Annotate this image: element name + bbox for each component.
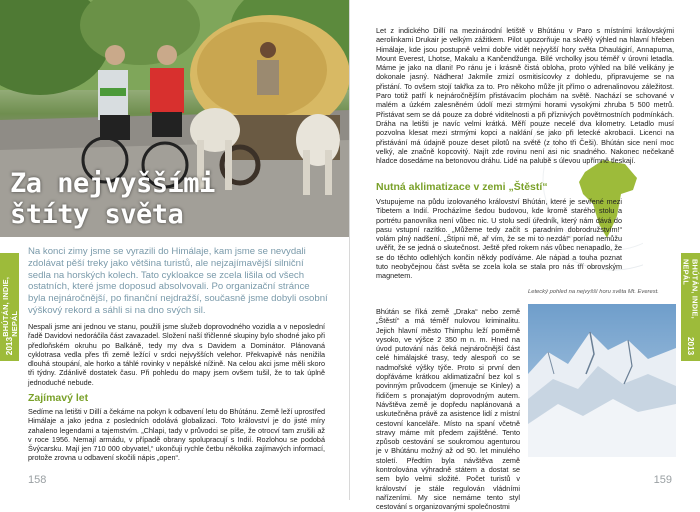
photo-caption: Letecký pohled na nejvyšší horu světa Mt. Everest. [528,289,659,295]
everest-aerial-photo [528,304,676,457]
right-section-subhead: Nutná aklimatizace v zemi „Štěstí“ [376,181,548,193]
right-page-number: 159 [653,474,672,486]
right-section-body-text: Vstupujeme na půdu izolovaného království Bhútán, které je sevřené mezi Tibetem a Indií. Procházíme šedou budovou, kde kromě starého stolu a portrétu panovníka není vůbec nic. U stolu sedí úředník, který nám dává do pasu vstupní razítko. „Můžeme tedy začít s paradním dobrodružstvím!“ volám plný nadšení. „Štípni mě, ař vím, že se mi to nezdá!“ poríad nemůžu uvěřit, že se jedná o skutečnost. Ještě před rokem nás vůbec nenapadlo, že se do těchto odlehlých končin někdy podíváme. Ale nápad a touha poznat tuto neobyčejnou část světa se zcela kola se stala pro nás tří obrovským magnetem. [376,197,622,281]
headline-line-1: Za nejvyššími [10,168,215,199]
left-page [0,0,350,500]
right-intro-body-text: Let z indického Dillí na mezinárodní letiště v Bhútánu v Paro s místními královskými aerolinkami Drukair je velkým zážitkem. Pilot upozorňuje na skvělý výhled na hlavní hřeben Himálaje, kde jsou postupně velmi dobře vidět nejvyšší hory světa Dhaulágirí, Annapurna, Mount Everest, Lhotse, Makalu a Kančendžunga. Bílé vrcholky jsou téměř v úrovni letadla. Máme je jako na dlani! Po ránu je i krásně čistá obloha, proto výhled na bílé velikány je dokonale jasný. Nádhera! Jakmile zmizí osmitisícovky z dohledu, připravujeme se na přistání. To ovšem stojí takřka za to. Pro někoho může jít přímo o adrenalinovou záležitost. Paro totiž patří k nejnáročnějším přistávacím plochám na světě. Nachází se schované v malém a úzkém zalesněném údolí mezi strmými horami vysokými zhruba 5 500 metrů. Přistávat sem se dá pouze za dobré viditelnosti a při příznivých povětrnostních podmínkách. Dráha na letišti je navíc velmi krátká. Měří pouze necelé dva kilometry. Letadlo musí pozvolna klesat mezi strmými kopci a naklání se jako při letecké akrobacii. Licenci na přistávání má údajně pouze deset pilotů na světě (z toho tři Češi). Bhútán sice není moc velký, ale značně kopcovitý. Najít zde rovinu není asi nic snadného. Nakonec nečekaně hladce dosedáme na betonovou dráhu. Lidé na palubě s úlevou upřímně tleskají. [376,26,674,166]
chapter-headline [10,168,215,230]
right-side-tab-year: 2013 [686,336,695,355]
section-subhead: Zajímavý let [28,392,89,404]
right-side-tab-text: BHÚTÁN, INDIE, NEPÁL [681,259,700,319]
right-chapter-side-tab [681,253,700,361]
right-column-body-text: Bhútán se říká země „Draka“ nebo země „Štěstí“ a má téměř nulovou kriminalitu. Jejich hlavní město Thimphu leží poměrně vysoko, ve výšce 2 350 m n. m. Hned na úvod putování nás čeká nejnáročnější část celé himálajské trasy, tedy alespoň co se nadmořské výšky týče. Proto si první den dopřáváme krátkou aklimatizační bez kol s povinným průvodcem (jmenuje se Kinley) a řidičem s pronajatým doprovodným autem. Návštěva země je dopředu naplánovaná a uskutečněna právě za asistence lidí z místní cestovní kanceláře. Místo na spaní včetně stravy máme mít předem zajištěné. Tento způsob cestování se soukromou agenturou je v Bhútánu možný až od 90. let minulého století. Předtím byla návštěva země kontrolována výhradně státem a dostat se sem bylo velmi složité. Počet turistů v království je stále regulován vládními nařízeními. My sice nemáme tento styl cestování s organizovanými společnostmi [376,307,520,512]
lead-paragraph: Na konci zimy jsme se vyrazili do Himálaje, kam jsme se nevydali zdolávat pěší treky jako většina turistů, ale nejzajímavější silniční sedla na horských kolech. Tato cykloakce se zcela lišila od všech ostatních, které jsme doposud absolvovali. Po organizační stránce byla nejnáročnější, po finanční nejdražší, současně jsme dobyli osobní výškový rekord a sáhli si na dno svých sil. [28,246,328,316]
chapter-side-tab-year: 2013 [5,336,14,355]
chapter-side-tab-text: BHÚTÁN, INDIE, NEPÁL [0,276,19,337]
page-number: 158 [28,474,47,486]
chapter-side-tab [0,253,19,361]
everest-aerial-graphic [528,304,676,457]
cyclists-photo [0,0,350,237]
section-body-text: Sedíme na letišti v Dillí a čekáme na pokyn k odbavení letu do Bhútánu. Země leží uprostřed Himálaje a jako jedna z posledních odolává globalizaci. Toto království je do jisté míry zahaleno legendami a tajemstvím. „Chlapi, tady v průvodci se píše, že otrocví tam zrušili až v roce 1956. Nemají armádu, v případě obrany spolupracují s Indií. Rozlohou se podobá Švýcarsku. Mají jen 710 000 obyvatel,“ ukončuji rychle četbu několika zajímavých informací, protože zrovna u odbavení skočili nápis „open“. [28,407,326,463]
intro-body-text: Nespali jsme ani jednou ve stanu, použili jsme služeb doprovodného vozidla a v neposlední řadě Davidovi nedoráčila část zavazadel. Složení naší třičlenné skupiny bylo shodné jako při předloňském okruhu po Balkáně, tedy my dva s Davidem a Dominátor. Plánovaná cyklotrasa vedla přes tři země ležící v srdci nejvyšších velehor. Překvapivě nás nenižila dlouhá stoupání, ale horko a táhlé rovinky v nepálské nížině. Na celou akci jsme měli skoro tři týdny. Zdánlivě dostatek času. Při pohledu do mapy jsem ovšem tušil, že to tak úplně jednoduché nebude. [28,322,325,387]
headline-line-2: štíty světa [10,199,184,230]
